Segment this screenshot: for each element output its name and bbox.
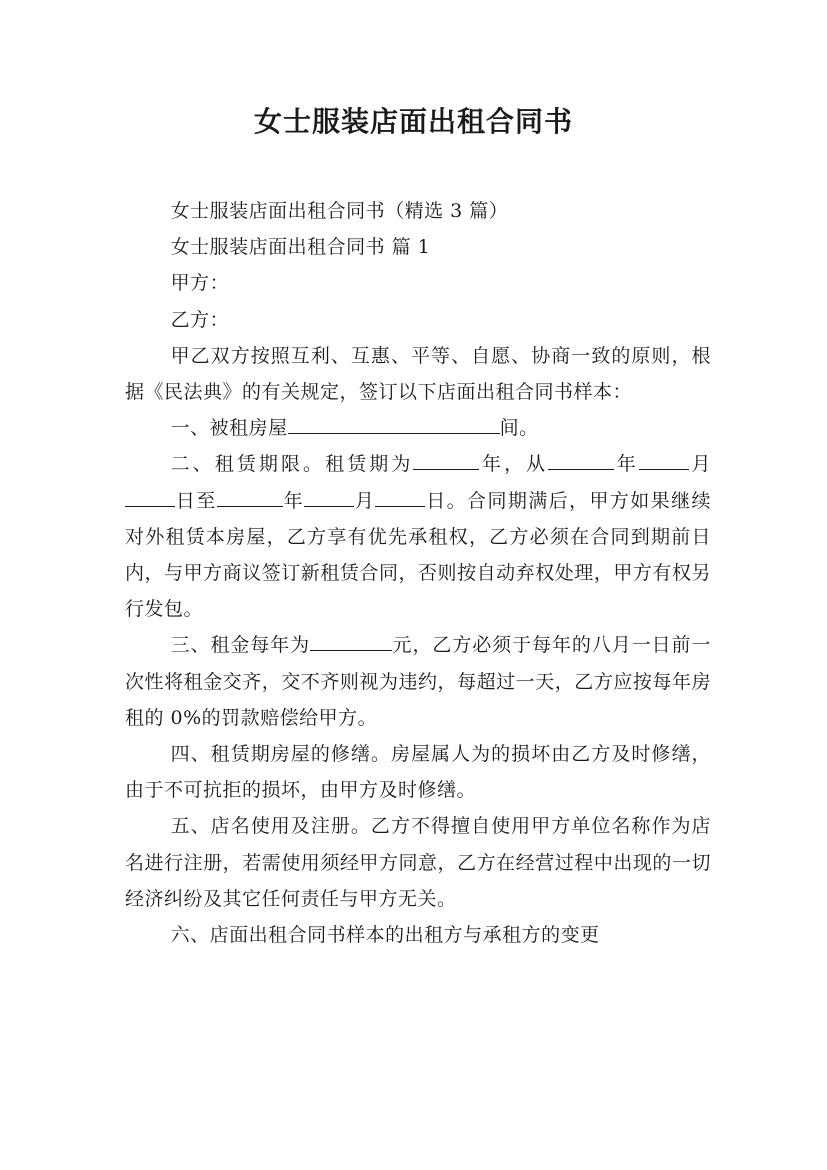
clause-2-part6: 年	[282, 489, 305, 512]
clause-6: 六、店面出租合同书样本的出租方与承租方的变更	[170, 924, 600, 947]
document-title: 女士服装店面出租合同书	[253, 105, 573, 138]
intro-heading: 女士服装店面出租合同书（精选 3 篇）	[170, 200, 509, 222]
blank-rooms	[288, 413, 500, 434]
blank-lease-years	[413, 449, 479, 470]
clause-2-part4: 月	[688, 453, 711, 476]
blank-end-month	[304, 486, 354, 507]
blank-end-day	[375, 486, 425, 507]
clause-4: 四、租赁期房屋的修缮。房屋属人为的损坏由乙方及时修缮，由于不可抗拒的损坏，由甲方及时修缮。	[125, 743, 711, 802]
clause-2-part2: 年，从	[479, 453, 549, 476]
clause-2-part1: 二、租赁期限。租赁期为	[170, 453, 414, 476]
preamble-paragraph: 甲乙双方按照互利、互惠、平等、自愿、协商一致的原则，根据《民法典》的有关规定，签订以下店面出租合同书样本：	[125, 344, 711, 404]
party-b-line: 乙方：	[170, 308, 230, 331]
document-body	[125, 193, 711, 953]
clause-5: 五、店名使用及注册。乙方不得擅自使用甲方单位名称作为店名进行注册，若需使用须经甲方同意，乙方在经营过程中出现的一切经济纠纷及其它任何责任与甲方无关。	[125, 815, 711, 910]
blank-start-day	[125, 486, 175, 507]
blank-annual-rent	[310, 631, 392, 652]
clause-1	[125, 410, 711, 446]
party-a-line: 甲方：	[170, 272, 230, 295]
clause-3-suffix: 元，乙方必须于每年的八月一日前一次性将租金交齐，交不齐则视为违约，每超过一天，乙方应按每年房租的 0%的罚款赔偿给甲方。	[125, 634, 711, 729]
blank-end-year	[217, 486, 283, 507]
clause-1-suffix: 间。	[499, 417, 539, 440]
clause-2	[125, 446, 711, 627]
clause-3-prefix: 三、租金每年为	[170, 634, 311, 657]
clause-2-part8: 日。合同期满后，甲方如果继续对外租赁本房屋，乙方享有优先承租权，乙方必须在合同到期前日内，与甲方商议签订新租赁合同，否则按自动弃权处理，甲方有权另行发包。	[125, 489, 711, 621]
clause-2-part7: 月	[354, 489, 376, 512]
clause-2-part5: 日至	[175, 489, 217, 512]
clause-2-part3: 年	[614, 453, 639, 476]
clause-3	[125, 627, 711, 736]
blank-start-month	[639, 449, 689, 470]
clause-1-prefix: 一、被租房屋	[170, 417, 288, 440]
part-heading: 女士服装店面出租合同书 篇 1	[170, 236, 431, 259]
blank-start-year	[548, 449, 614, 470]
